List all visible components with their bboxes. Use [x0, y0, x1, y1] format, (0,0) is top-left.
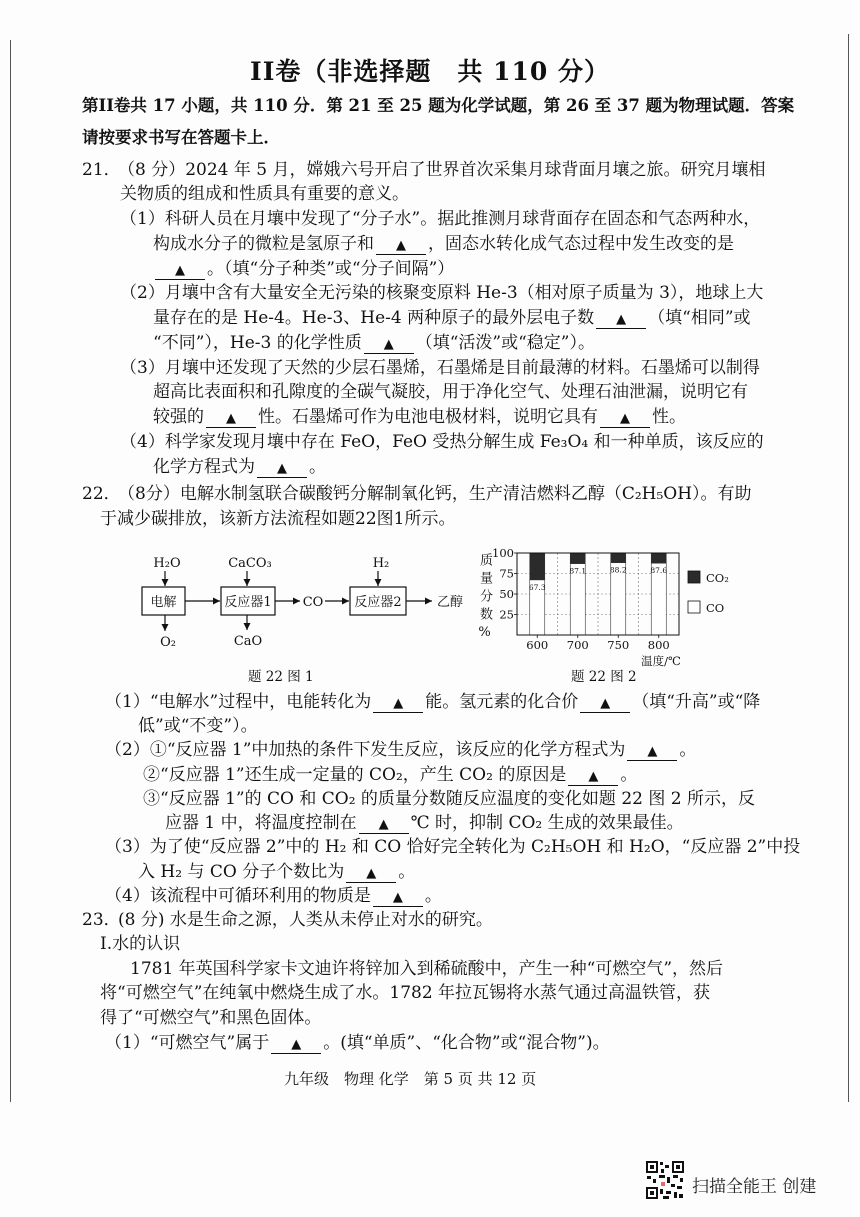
- question-line: [0, 207, 860, 232]
- line-text: （填“活泼”或“稳定”）。: [415, 332, 595, 353]
- line-text: （2）①“反应器 1”中加热的条件下发生反应，该反应的化学方程式为: [105, 740, 626, 761]
- question-line: [0, 331, 860, 356]
- data-label: 87.6: [650, 566, 668, 576]
- question-line: [0, 380, 860, 405]
- section-instructions: [82, 90, 794, 154]
- question-22-parts: [0, 690, 860, 908]
- question-line: [0, 811, 860, 835]
- co2-bar: [611, 553, 626, 563]
- co2-bar: [570, 553, 585, 564]
- question-line: [0, 455, 860, 480]
- question-line: [0, 835, 860, 859]
- co2-bar: [651, 553, 666, 563]
- qr-code-icon: [645, 1160, 685, 1200]
- question-line: [0, 405, 860, 430]
- answer-blank: ▲: [627, 743, 677, 761]
- line-text: （1）科研人员在月壤中发现了“分子水”。据此推测月球背面存在固态和气态两种水，: [120, 209, 761, 230]
- chart-y-axis-label: 质量分数%: [477, 553, 492, 645]
- section-title: II卷（非选择题 共 110 分）: [250, 57, 610, 86]
- instruction-line: 请按要求书写在答题卡上．: [82, 128, 280, 147]
- data-label: 67.3: [528, 582, 546, 592]
- line-text: （填“升高”或“降: [632, 691, 761, 712]
- question-line: [0, 1031, 860, 1056]
- line-text: 低”或“不变”）。: [138, 716, 258, 737]
- line-text: 。: [679, 740, 697, 761]
- line-text: （8分）电解水制氢联合碳酸钙分解制氧化钙，生产清洁燃料乙醇（C₂H₅OH）。有助: [118, 483, 752, 504]
- line-text: ②“反应器 1”还生成一定量的 CO₂，产生 CO₂ 的原因是: [143, 764, 567, 785]
- line-text: 量存在的是 He-4。He-3、He-4 两种原子的最外层电子数: [153, 308, 595, 329]
- data-label: 88.2: [609, 565, 627, 575]
- x-tick-label: 600: [526, 638, 549, 652]
- line-text: 。(填“单质”、“化合物”或“混合物”)。: [323, 1032, 610, 1053]
- y-tick-label: 75: [499, 566, 514, 581]
- answer-blank: ▲: [206, 410, 256, 428]
- chart-canvas: [470, 545, 840, 670]
- line-text: I.水的认识: [100, 934, 181, 955]
- line-text: 较强的: [153, 407, 204, 428]
- question-number: 23．: [82, 909, 121, 930]
- question-22-intro: [0, 482, 860, 532]
- question-line: [0, 908, 860, 933]
- question-21: [0, 158, 860, 480]
- question-line: [0, 860, 860, 884]
- line-text: 于减少碳排放，该新方法流程如题22图1所示。: [100, 508, 456, 529]
- x-tick-label: 700: [566, 638, 589, 652]
- question-23: [0, 908, 860, 1056]
- answer-blank: ▲: [364, 336, 414, 354]
- line-text: （8 分）2024 年 5 月，嫦娥六号开启了世界首次采集月球背面月壤之旅。研究月壤相: [118, 159, 766, 180]
- line-text: （3）为了使“反应器 2”中的 H₂ 和 CO 恰好完全转化为 C₂H₅OH 和 H₂O，“反应器 2”中投: [105, 837, 801, 858]
- line-text: ③“反应器 1”的 CO 和 CO₂ 的质量分数随反应温度的变化如题 22 图 2 所示，反: [143, 788, 755, 809]
- answer-blank: ▲: [596, 311, 646, 329]
- question-line: [0, 957, 860, 982]
- line-text: 。（填“分子种类”或“分子间隔”）: [207, 258, 455, 279]
- line-text: （填“相同”或: [648, 308, 751, 329]
- question-line: [0, 690, 860, 714]
- line-text: 。: [620, 764, 638, 785]
- line-text: (8 分) 水是生命之源，人类从未停止对水的研究。: [118, 909, 493, 930]
- caco3-input-label: CaCO₃: [228, 556, 272, 571]
- oxygen-output-label: O₂: [160, 635, 176, 650]
- data-label: 87.1: [569, 566, 587, 576]
- question-line: [0, 787, 860, 811]
- question-number: 22．: [82, 483, 121, 504]
- question-line: [0, 714, 860, 738]
- question-line: [0, 356, 860, 381]
- electrolysis-label: 电解: [150, 595, 177, 610]
- question-line: [0, 281, 860, 306]
- mass-fraction-chart: [470, 545, 840, 670]
- hydrogen-input-label: H₂: [372, 556, 390, 571]
- answer-blank: ▲: [600, 410, 650, 428]
- legend-swatch-co2: [688, 571, 700, 583]
- answer-blank: ▲: [580, 695, 630, 713]
- ethanol-product-label: 乙醇: [436, 595, 464, 610]
- line-text: 超高比表面积和孔隙度的全碳气凝胶，用于净化空气、处理石油泄漏，说明它有: [153, 382, 748, 403]
- figure-2-caption: 题 22 图 2: [571, 669, 637, 685]
- co-intermediate-label: CO: [302, 595, 324, 610]
- line-text: 化学方程式为: [153, 456, 255, 477]
- line-text: （3）月壤中还发现了天然的少层石墨烯，石墨烯是目前最薄的材料。石墨烯可以制得: [120, 357, 760, 378]
- answer-blank: ▲: [373, 695, 423, 713]
- reactor-1-label: 反应器1: [224, 595, 272, 610]
- legend-label-co2: CO₂: [706, 571, 729, 585]
- question-line: [0, 232, 860, 257]
- question-line: [0, 884, 860, 908]
- question-line: [0, 306, 860, 331]
- line-text: （4）该流程中可循环利用的物质是: [105, 885, 371, 906]
- line-text: 1781 年英国科学家卡文迪许将锌加入到稀硫酸中，产生一种“可燃空气”，然后: [130, 958, 724, 979]
- question-line: [0, 932, 860, 957]
- answer-blank: ▲: [568, 768, 618, 786]
- answer-blank: ▲: [346, 865, 396, 883]
- instruction-line: 第II卷共 17 小题，共 110 分．第 21 至 25 题为化学试题，第 26 至 37 题为物理试题．答案: [82, 96, 795, 115]
- question-line: [0, 763, 860, 787]
- cao-output-label: CaO: [233, 634, 263, 649]
- question-line: [0, 738, 860, 762]
- question-line: [0, 507, 860, 532]
- x-tick-label: 800: [647, 638, 670, 652]
- x-tick-label: 750: [607, 638, 630, 652]
- line-text: ，固态水转化成气态过程中发生改变的是: [428, 233, 734, 254]
- question-line: [0, 482, 860, 507]
- line-text: 能。氢元素的化合价: [425, 691, 579, 712]
- line-text: “不同”），He-3 的化学性质: [153, 332, 362, 353]
- scanner-watermark: 扫描全能王 创建: [692, 1177, 817, 1197]
- legend-swatch-co: [688, 601, 700, 613]
- water-input-label: H₂O: [153, 556, 181, 571]
- y-tick-label: 50: [499, 587, 514, 601]
- line-text: 。: [424, 885, 442, 906]
- answer-blank: ▲: [155, 262, 205, 280]
- line-text: ℃ 时，抑制 CO₂ 生成的效果最佳。: [410, 813, 684, 834]
- answer-blank: ▲: [373, 889, 423, 907]
- question-line: [0, 981, 860, 1006]
- question-line: [0, 182, 860, 207]
- reactor-2-label: 反应器2: [354, 595, 402, 610]
- line-text: 性。: [652, 407, 686, 428]
- line-text: （4）科学家发现月壤中存在 FeO，FeO 受热分解生成 Fe₃O₄ 和一种单质，该反应的: [120, 431, 764, 452]
- page-footer: 九年级 物理 化学 第 5 页 共 12 页: [284, 1070, 537, 1088]
- line-text: 。: [398, 861, 416, 882]
- answer-blank: ▲: [271, 1036, 321, 1054]
- y-tick-label: 100: [492, 546, 514, 560]
- line-text: 将“可燃空气”在纯氧中燃烧生成了水。1782 年拉瓦锡将水蒸气通过高温铁管，获: [100, 983, 711, 1004]
- answer-blank: ▲: [376, 237, 426, 255]
- line-text: （1）“电解水”过程中，电能转化为: [105, 691, 372, 712]
- line-text: 性。石墨烯可作为电池电极材料，说明它具有: [258, 407, 598, 428]
- question-line: [0, 430, 860, 455]
- line-text: 构成水分子的微粒是氢原子和: [153, 233, 374, 254]
- legend-label-co: CO: [706, 601, 725, 615]
- line-text: （2）月壤中含有大量安全无污染的核聚变原料 He-3（相对原子质量为 3），地球上大: [120, 283, 764, 304]
- line-text: 入 H₂ 与 CO 分子个数比为: [138, 861, 345, 882]
- figure-1-caption: 题 22 图 1: [248, 669, 314, 685]
- y-tick-label: 25: [499, 607, 514, 622]
- line-text: 关物质的组成和性质具有重要的意义。: [120, 184, 409, 205]
- chart-x-axis-label: 温度/℃: [641, 654, 681, 668]
- question-line: [0, 1006, 860, 1031]
- co2-bar: [530, 553, 545, 580]
- line-text: （1）“可燃空气”属于: [105, 1032, 270, 1053]
- answer-blank: ▲: [359, 816, 409, 834]
- question-number: 21．: [82, 159, 121, 180]
- process-flow-diagram: [130, 545, 475, 655]
- line-text: 应器 1 中，将温度控制在: [165, 813, 357, 834]
- question-line: [0, 257, 860, 282]
- line-text: 。: [309, 456, 326, 477]
- line-text: 得了“可燃空气”和黑色固体。: [100, 1008, 322, 1029]
- chart-legend: [688, 571, 729, 615]
- answer-blank: ▲: [257, 460, 307, 478]
- question-line: [0, 158, 860, 183]
